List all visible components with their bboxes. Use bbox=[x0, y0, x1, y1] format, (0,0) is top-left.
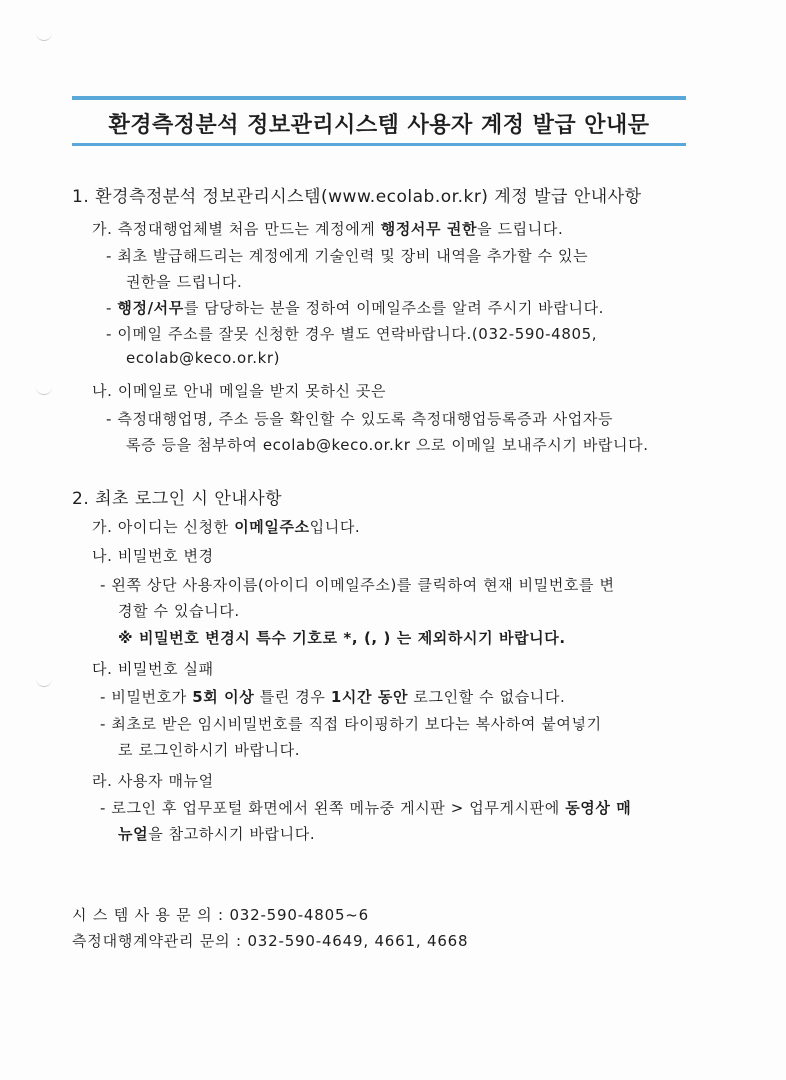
section-2-item-na: 나. 비밀번호 변경 bbox=[92, 547, 214, 565]
section-2-na-bullet-1-line-2: 경할 수 있습니다. bbox=[118, 602, 240, 620]
title-top-rule bbox=[72, 96, 686, 100]
section-2-na-bullet-1-line-1: - 왼쪽 상단 사용자이름(아이디 이메일주소)를 클릭하여 현재 비밀번호를 변 bbox=[100, 576, 615, 594]
section-2-da-bullet-2-line-2: 로 로그인하시기 바랍니다. bbox=[118, 741, 301, 759]
section-2-ra-bullet-1-line-2: 뉴얼을 참고하시기 바랍니다. bbox=[118, 825, 316, 843]
punch-hole-mark bbox=[36, 30, 52, 41]
section-2-item-ga: 가. 아이디는 신청한 이메일주소입니다. bbox=[92, 518, 361, 536]
section-1-ga-bullet-2: - 행정/서무를 담당하는 분을 정하여 이메일주소를 알려 주시기 바랍니다. bbox=[106, 299, 605, 317]
system-inquiry-contact: 시 스 템 사 용 문 의 : 032-590-4805~6 bbox=[72, 906, 370, 924]
section-1-heading: 1. 환경측정분석 정보관리시스템(www.ecolab.or.kr) 계정 발급 안내사항 bbox=[72, 187, 642, 207]
document-title: 환경측정분석 정보관리시스템 사용자 계정 발급 안내문 bbox=[108, 113, 650, 138]
section-2-da-bullet-2-line-1: - 최초로 받은 임시비밀번호를 직접 타이핑하기 보다는 복사하여 붙여넣기 bbox=[100, 715, 602, 733]
section-1-item-ga: 가. 측정대행업체별 처음 만드는 계정에게 행정서무 권한을 드립니다. bbox=[92, 220, 564, 238]
section-1-ga-bullet-3-line-1: - 이메일 주소를 잘못 신청한 경우 별도 연락바랍니다.(032-590-4805, bbox=[106, 325, 598, 343]
punch-hole-mark bbox=[36, 384, 52, 395]
contract-inquiry-contact: 측정대행계약관리 문의 : 032-590-4649, 4661, 4668 bbox=[72, 932, 469, 950]
title-bottom-rule bbox=[72, 143, 686, 146]
section-2-heading: 2. 최초 로그인 시 안내사항 bbox=[72, 489, 283, 509]
punch-hole-mark bbox=[36, 676, 52, 687]
password-special-char-note: ※ 비밀번호 변경시 특수 기호로 *, (, ) 는 제외하시기 바랍니다. bbox=[118, 629, 566, 647]
section-2-ra-bullet-1-line-1: - 로그인 후 업무포털 화면에서 왼쪽 메뉴중 게시판 > 업무게시판에 동영상 매 bbox=[100, 799, 632, 817]
section-1-ga-bullet-1-line-2: 권한을 드립니다. bbox=[126, 273, 243, 291]
section-2-item-da: 다. 비밀번호 실패 bbox=[92, 660, 214, 678]
section-2-da-bullet-1: - 비밀번호가 5회 이상 틀린 경우 1시간 동안 로그인할 수 없습니다. bbox=[100, 688, 566, 706]
section-1-na-bullet-1-line-2: 록증 등을 첨부하여 ecolab@keco.or.kr 으로 이메일 보내주시기 바랍니다. bbox=[126, 436, 649, 454]
section-1-na-bullet-1-line-1: - 측정대행업명, 주소 등을 확인할 수 있도록 측정대행업등록증과 사업자등 bbox=[106, 410, 614, 428]
section-1-ga-bullet-3-line-2: ecolab@keco.or.kr) bbox=[126, 349, 281, 367]
section-2-item-ra: 라. 사용자 매뉴얼 bbox=[92, 772, 214, 790]
section-1-item-na: 나. 이메일로 안내 메일을 받지 못하신 곳은 bbox=[92, 382, 387, 400]
section-1-ga-bullet-1-line-1: - 최초 발급해드리는 계정에게 기술인력 및 장비 내역을 추가할 수 있는 bbox=[106, 247, 589, 265]
